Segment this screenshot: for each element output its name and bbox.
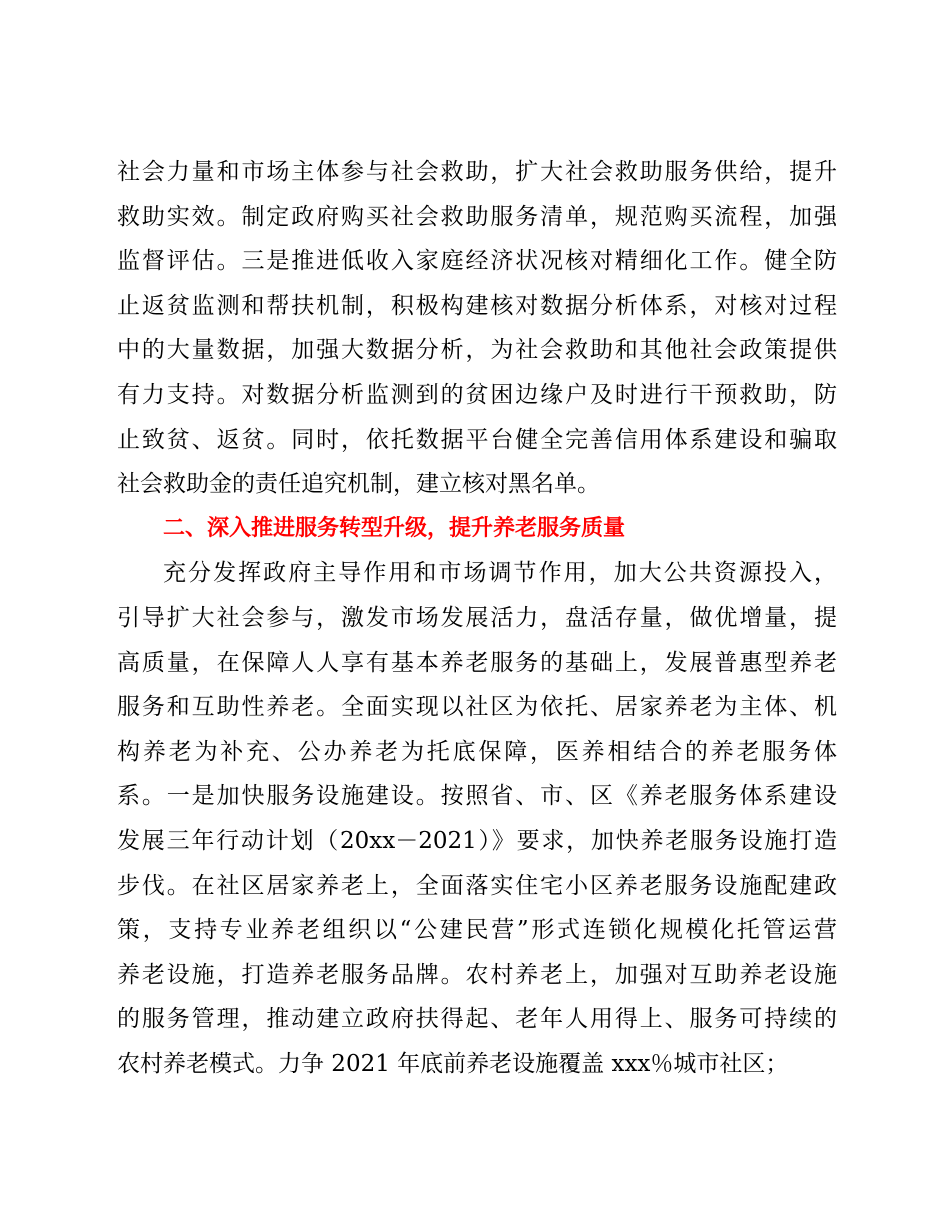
paragraph-line: 系。一是加快服务设施建设。按照省、市、区《养老服务体系建设 [117, 783, 837, 810]
paragraph-line: 止返贫监测和帮扶机制，积极构建核对数据分析体系，对核对过程 [117, 292, 837, 319]
paragraph-line: 的服务管理，推动建立政府扶得起、老年人用得上、服务可持续的 [117, 1006, 837, 1033]
paragraph-line: 救助实效。制定政府购买社会救助服务清单，规范购买流程，加强 [117, 203, 837, 230]
paragraph-line: 中的大量数据，加强大数据分析，为社会救助和其他社会政策提供 [117, 337, 837, 364]
paragraph-line: 策，支持专业养老组织以“公建民营”形式连锁化规模化托管运营 [117, 917, 837, 944]
paragraph-line: 高质量，在保障人人享有基本养老服务的基础上，发展普惠型养老 [117, 649, 837, 676]
paragraph-line: 服务和互助性养老。全面实现以社区为依托、居家养老为主体、机 [117, 694, 837, 721]
paragraph-line: 发展三年行动计划（20xx－2021）》要求，加快养老服务设施打造 [117, 827, 837, 854]
paragraph-line: 步伐。在社区居家养老上，全面落实住宅小区养老服务设施配建政 [117, 872, 837, 899]
paragraph-line: 引导扩大社会参与，激发市场发展活力，盘活存量，做优增量，提 [117, 604, 837, 631]
paragraph-line: 有力支持。对数据分析监测到的贫困边缘户及时进行干预救助，防 [117, 381, 837, 408]
paragraph-line: 社会救助金的责任追究机制，建立核对黑名单。 [117, 471, 600, 498]
paragraph-line: 充分发挥政府主导作用和市场调节作用，加大公共资源投入， [163, 560, 837, 587]
document-body [117, 150, 837, 1086]
paragraph-line: 农村养老模式。力争 2021 年底前养老设施覆盖 xxx％城市社区； [117, 1050, 789, 1077]
paragraph-line: 构养老为补充、公办养老为托底保障，医养相结合的养老服务体 [117, 738, 837, 765]
paragraph-line: 监督评估。三是推进低收入家庭经济状况核对精细化工作。健全防 [117, 248, 837, 275]
paragraph-1 [117, 150, 837, 507]
paragraph-2 [117, 551, 837, 1086]
paragraph-line: 止致贫、返贫。同时，依托数据平台健全完善信用体系建设和骗取 [117, 426, 837, 453]
paragraph-line: 社会力量和市场主体参与社会救助，扩大社会救助服务供给，提升 [117, 159, 837, 185]
paragraph-line: 养老设施，打造养老服务品牌。农村养老上，加强对互助养老设施 [117, 961, 837, 988]
section-heading: 二、深入推进服务转型升级，提升养老服务质量 [163, 515, 626, 541]
